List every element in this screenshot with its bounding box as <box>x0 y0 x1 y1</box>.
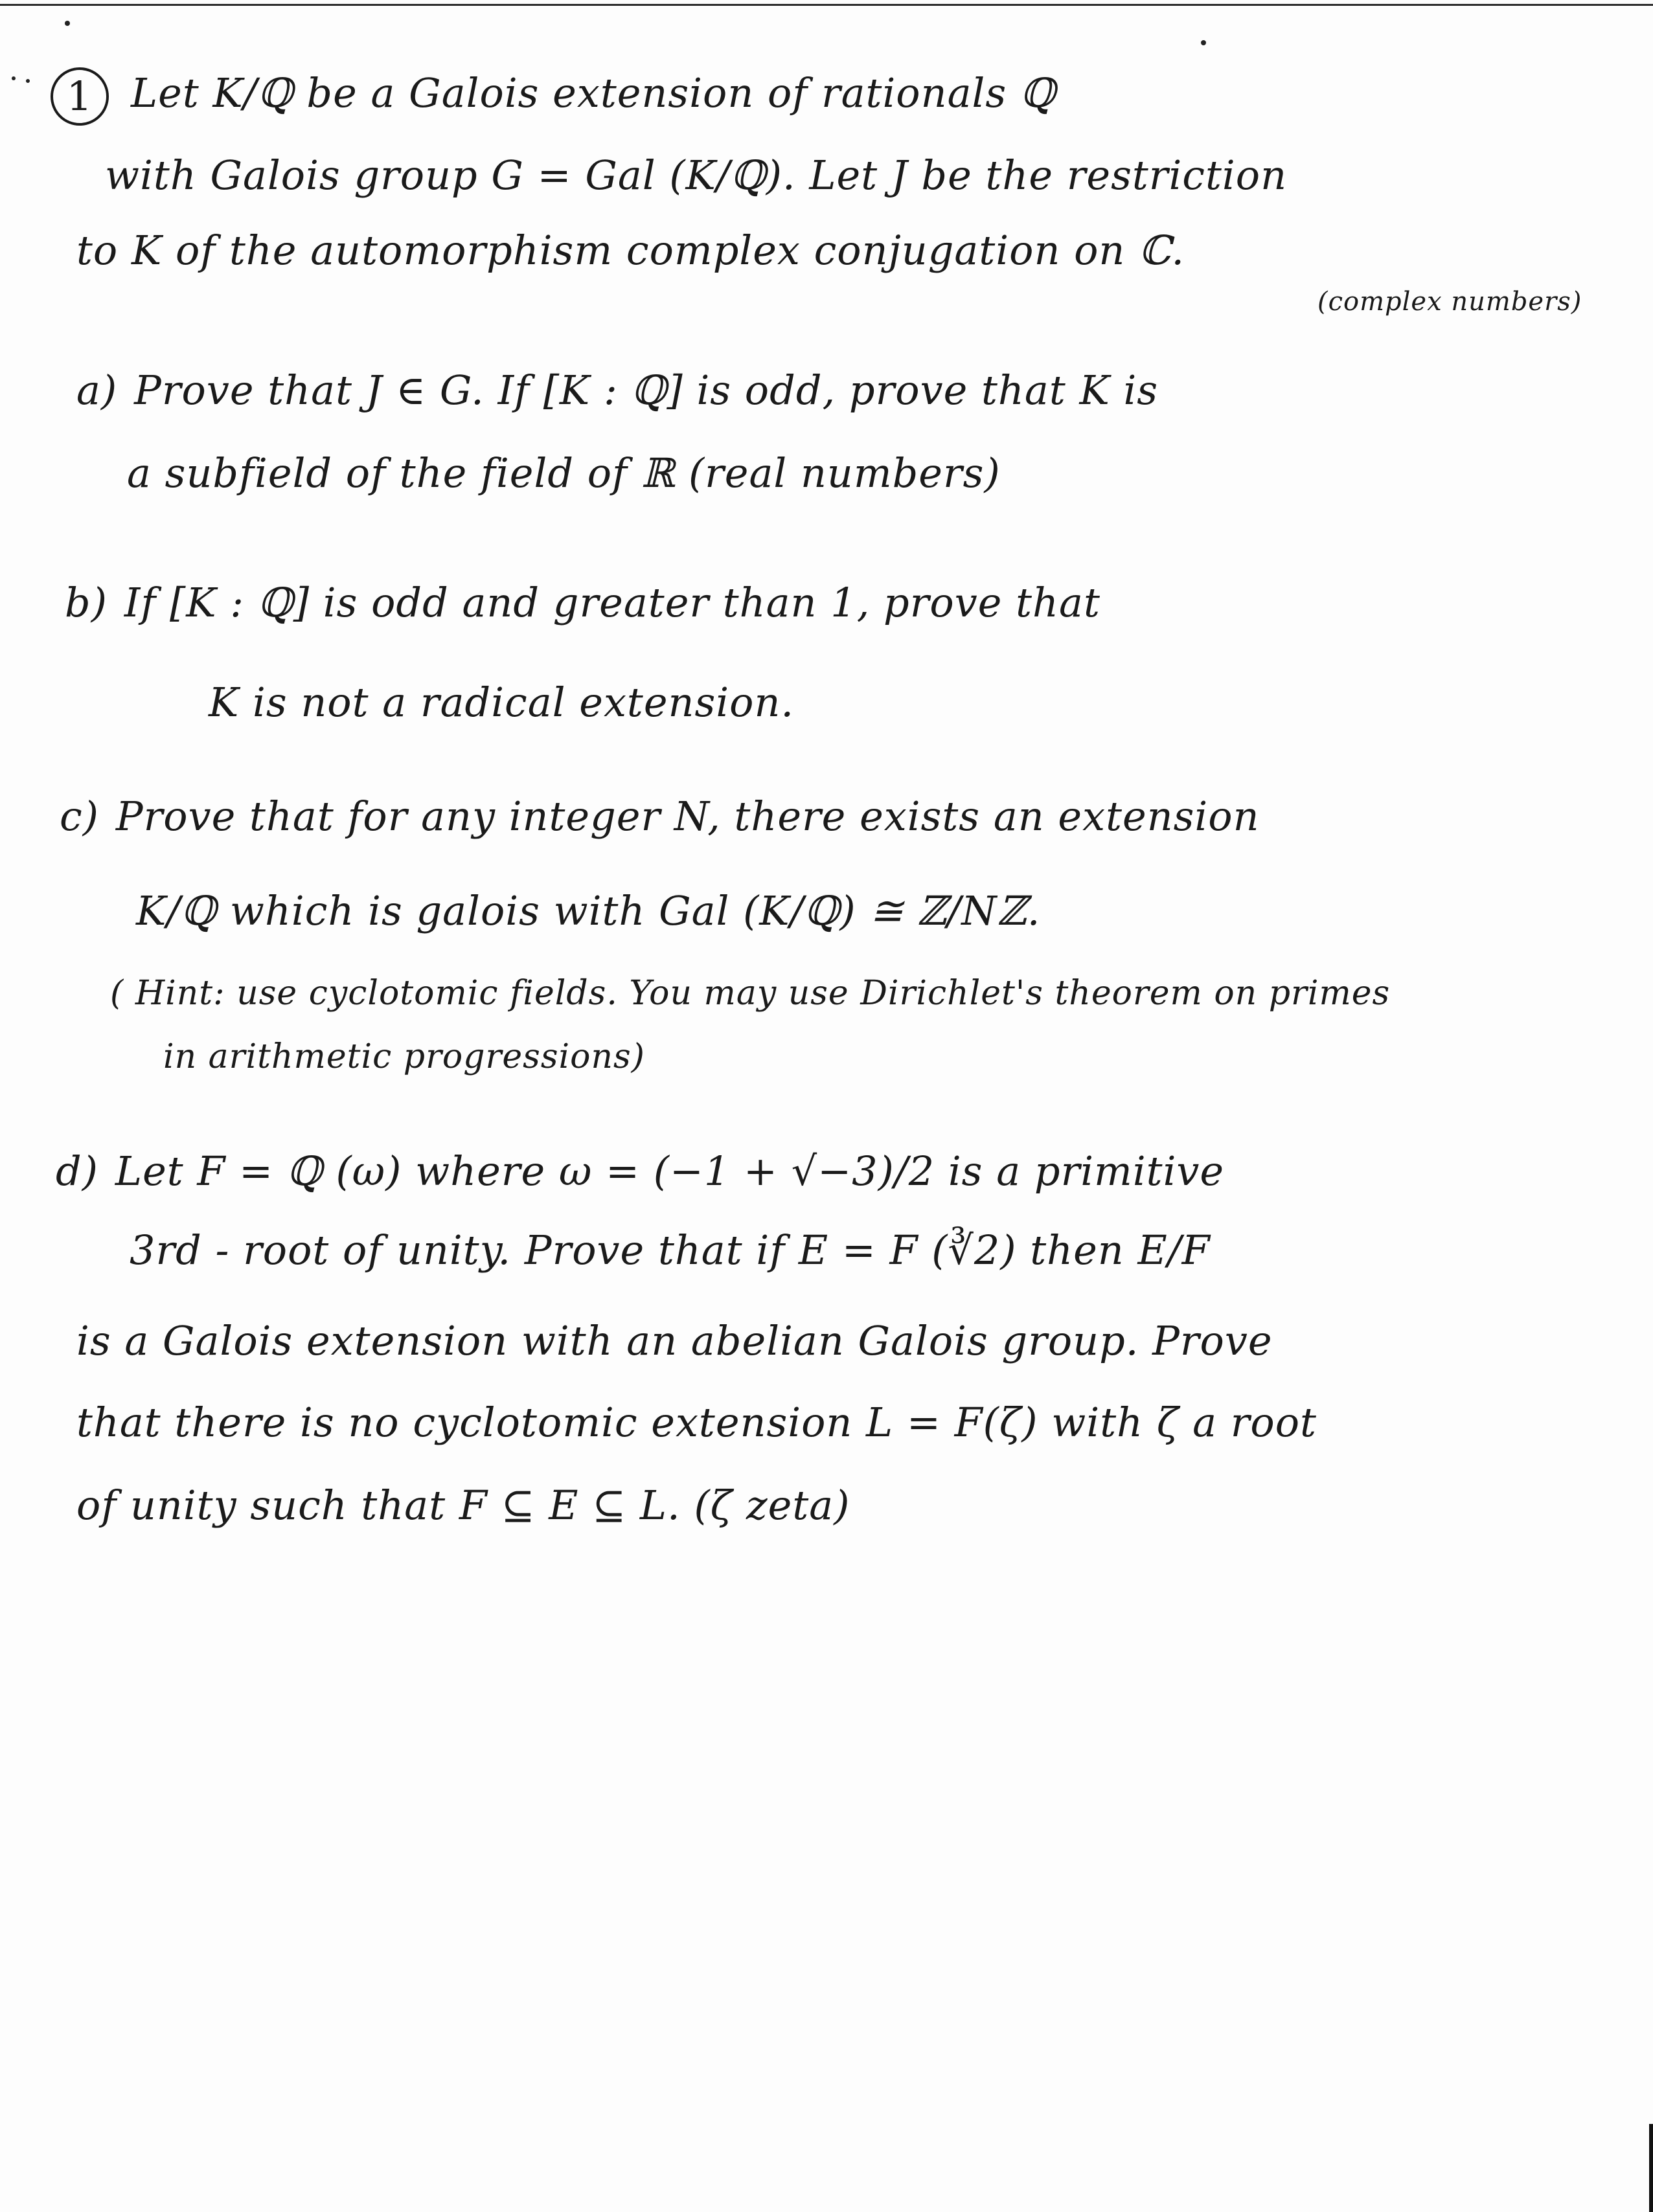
part-a-text-1: Prove that J ∈ G. If [K : ℚ] is odd, prove that K is <box>134 367 1159 414</box>
part-c-line-2: K/ℚ which is galois with Gal (K/ℚ) ≅ ℤ/Nℤ. <box>136 887 1041 934</box>
part-d-line-4: that there is no cyclotomic extension L = F(ζ) with ζ a root <box>76 1399 1317 1446</box>
intro-note: (complex numbers) <box>1317 287 1582 317</box>
part-c-text-1: Prove that for any integer N, there exists an extension <box>115 793 1260 840</box>
problem-number: 1 <box>51 67 109 126</box>
top-rule <box>0 4 1653 6</box>
part-b-text-1: If [K : ℚ] is odd and greater than 1, prove that <box>124 579 1100 626</box>
part-a-line-1 <box>76 367 1159 414</box>
part-d-label: d) <box>56 1147 98 1195</box>
intro-line-3: to K of the automorphism complex conjugation on ℂ. <box>76 227 1185 274</box>
intro-line-1 <box>51 67 1056 126</box>
part-a-line-2: a subfield of the field of ℝ (real numbers) <box>127 449 1001 497</box>
ink-speck <box>26 79 30 83</box>
part-b-label: b) <box>65 579 108 626</box>
part-d-text-1: Let F = ℚ (ω) where ω = (−1 + √−3)/2 is a primitive <box>115 1147 1225 1195</box>
part-d-line-2: 3rd - root of unity. Prove that if E = F (∛2) then E/F <box>130 1226 1211 1274</box>
part-c-line-1 <box>60 793 1260 840</box>
part-b-line-2: K is not a radical extension. <box>209 679 795 726</box>
intro-line-2: with Galois group G = Gal (K/ℚ). Let J be the restriction <box>105 152 1287 199</box>
part-c-hint-2: in arithmetic progressions) <box>163 1037 645 1076</box>
scan-edge <box>1649 2124 1653 2212</box>
part-b-line-1 <box>65 579 1100 626</box>
part-d-line-1 <box>56 1147 1225 1195</box>
part-c-hint-1: ( Hint: use cyclotomic fields. You may use Dirichlet's theorem on primes <box>110 974 1391 1013</box>
ink-speck <box>1201 40 1206 45</box>
intro-text-1: Let K/ℚ be a Galois extension of rationals ℚ <box>131 69 1056 117</box>
ink-speck <box>12 76 16 80</box>
ink-speck <box>65 21 70 26</box>
part-d-line-3: is a Galois extension with an abelian Galois group. Prove <box>76 1317 1273 1364</box>
part-d-line-5: of unity such that F ⊆ E ⊆ L. (ζ zeta) <box>76 1482 850 1529</box>
part-c-label: c) <box>60 793 99 840</box>
part-a-label: a) <box>76 367 118 414</box>
